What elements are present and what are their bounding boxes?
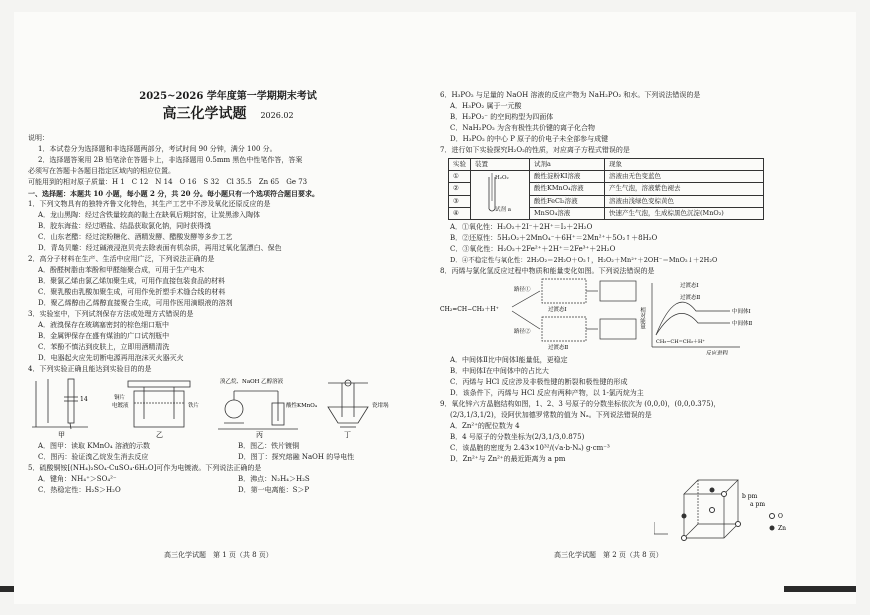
q1-stem: 1．下列文物具有的独特齐鲁文化特色，其生产工艺中不涉及氧化还原反应的是 — [28, 200, 271, 208]
figure-jia-mark: 14 — [80, 396, 88, 403]
q7-col-device: 装置 — [471, 159, 530, 171]
q2-option-c: C．聚乳酸由乳酸加聚生成，可用作免折塑手术缝合线的材料 — [38, 288, 226, 296]
q8-path-1-label: 路径① — [514, 287, 531, 293]
q8-option-a: A．中间体Ⅱ比中间体Ⅰ能量低，更稳定 — [450, 356, 568, 364]
figure-label-ding: 丁 — [344, 431, 351, 439]
right-column — [440, 12, 842, 465]
figure-yi-electrode: 铜片 — [114, 395, 126, 401]
legend-o-marker — [770, 514, 775, 519]
q7-stem: 7．进行如下实验探究H₂O₂的性质，对应离子方程式错误的是 — [440, 146, 630, 154]
q5-option-b: B．沸点：N₂H₄＞H₂S — [238, 475, 310, 483]
ts1-box — [542, 279, 586, 303]
instruction-2a: 2．选择题答案用 2B 铅笔涂在答题卡上，非选择题用 0.5mm 黑色中性笔作答，答案 — [38, 156, 303, 164]
q5-options-cd — [28, 485, 428, 496]
q8-option-c: C．丙烯与 HCl 反应涉及非极性键的断裂和极性键的形成 — [450, 378, 628, 386]
q7-table-header — [449, 159, 764, 171]
q7-row-number: ④ — [449, 207, 471, 219]
q7-device-h2o2: H₂O₂ — [495, 175, 509, 181]
q9-option-c: C．该晶胞的密度为 2.43×10³²/(√a·b·Nₐ) g·cm⁻³ — [450, 444, 610, 452]
q4-option-a: A．图甲：读取 KMnO₄ 溶液的示数 — [38, 442, 150, 450]
q6-option-b: B．H₂PO₂⁻ 的空间构型为四面体 — [450, 113, 554, 121]
q1-option-c: C．山东老醋：经过淀粉糖化、酒精发酵、醋酸发酵等多步工艺 — [38, 233, 233, 241]
figure-ding-crucible: 瓷坩埚 — [372, 403, 389, 409]
section-1-heading: 一、选择题：本题共 10 小题，每小题 2 分，共 20 分。每小题只有一个选项符合题目要求。 — [28, 189, 319, 198]
figure-yi-electrolyte: 电镀液 — [112, 403, 129, 409]
q9-option-b: B．4 号原子的分数坐标为(2/3,1/3,0.875) — [450, 433, 585, 441]
instructions-heading: 说明： — [28, 134, 49, 142]
figure-label-jia: 甲 — [58, 431, 65, 439]
q8-ts1-label: 过渡态Ⅰ — [548, 307, 567, 313]
q7-col-experiment: 实验 — [449, 159, 471, 171]
q7-option-b: B．②还原性：5H₂O₂＋2MnO₄⁻＋6H⁺＝2Mn²⁺＋5O₂↑＋8H₂O — [450, 234, 658, 242]
q5-option-d: D．第一电离能：S＞P — [238, 486, 310, 494]
q7-row-number: ② — [449, 183, 471, 195]
q4-options-cd — [28, 452, 428, 463]
legend-o: O — [778, 513, 783, 520]
q7-device-reagent: 试剂 a — [495, 207, 512, 213]
path-2-curve — [656, 313, 730, 335]
legend-zn: Zn — [778, 525, 787, 532]
q7-row-number: ③ — [449, 195, 471, 207]
table-row — [449, 171, 764, 183]
figure-jia-burette — [32, 379, 88, 429]
q6-option-d: D．H₃PO₂ 的中心 P 原子的价电子未全部参与成键 — [450, 135, 609, 143]
figure-bing-setup — [218, 391, 298, 429]
q8-drawing — [440, 277, 840, 355]
q8-chart-int2: 中间体Ⅱ — [732, 321, 753, 327]
q8-reactant: CH₂=CH−CH₃＋H⁺ — [440, 306, 499, 313]
q4-options-ab — [28, 441, 428, 452]
q8-ylabel: 相对能量 — [639, 307, 645, 329]
q1-option-d: D．青岛贝雕：经过碱液浸泡贝壳去除表面有机杂质，再用过氧化氢漂白、保色 — [38, 244, 282, 252]
q4-figures — [28, 377, 428, 439]
figure-label-yi: 乙 — [156, 431, 163, 439]
figure-yi-iron: 铁片 — [188, 403, 200, 409]
q7-row-reagent: 酸性FeCl₂溶液 — [530, 195, 605, 207]
exam-subject: 高三化学试题 — [162, 106, 247, 122]
q8-figure — [440, 277, 842, 355]
cell-bottom — [684, 524, 738, 538]
q7-option-d: D．④不稳定性与氧化性：2H₂O₂＝2H₂O＋O₂↑，H₂O₂＋Mn²⁺＋2OH⁻＝MnO₂↓＋2H₂O — [450, 256, 718, 264]
q7-device-cell — [471, 171, 530, 220]
atoms — [682, 488, 775, 541]
q7-col-reagent: 试剂a — [530, 159, 605, 171]
q7-option-a: A．①氧化性：H₂O₂＋2I⁻＋2H⁺＝I₂＋2H₂O — [450, 223, 593, 231]
q7-row-observation: 溶液由浅绿色变棕黄色 — [605, 195, 764, 207]
q2-stem: 2．高分子材料在生产、生活中应用广泛，下列说法正确的是 — [28, 255, 215, 263]
q5-option-a: A．键角：NH₄⁺＞SO₄²⁻ — [38, 475, 117, 483]
figure-label-bing: 丙 — [256, 431, 263, 439]
exam-sheet — [14, 12, 856, 604]
q7-row-reagent: 酸性淀粉KI溶液 — [530, 171, 605, 183]
q4-option-c: C．图丙：验证溴乙烷发生消去反应 — [38, 453, 149, 461]
q1-option-b: B．胶东海盐：经过晒盐、结晶获取氯化钠，同时获得溴 — [38, 222, 212, 230]
q6-stem: 6．H₃PO₂ 与足量的 NaOH 溶液的反应产物为 NaH₂PO₂ 和水。下列说法错误的是 — [440, 91, 701, 99]
q9-stem-2: (2/3,1/3,1/2)，设阿伏加德罗常数的值为 Nₐ。下列说法错误的是 — [450, 411, 652, 419]
q8-ts2-label: 过渡态Ⅱ — [548, 345, 569, 351]
q8-path-2-label: 路径② — [514, 329, 531, 335]
q8-option-d: D．该条件下，丙烯与 HCl 反应有两种产物，以 1-氯丙烷为主 — [450, 389, 644, 397]
q5-options-ab — [28, 474, 428, 485]
q5-stem: 5．硫酸铜铵[(NH₄)₂SO₄·CuSO₄·6H₂O]可作为电镀液。下列说法正确的是 — [28, 464, 262, 472]
q4-stem: 4．下列实验正确且能达到实验目的的是 — [28, 365, 152, 373]
q4-option-d: D．图丁：探究熔融 NaOH 的导电性 — [238, 453, 355, 461]
q2-option-b: B．聚氯乙烯由氯乙烯加聚生成，可用作直接包装食品的材料 — [38, 277, 226, 285]
q3-stem: 3．实验室中，下列试剂保存方法或处理方式错误的是 — [28, 310, 194, 318]
atomic-masses: 可能用到的相对原子质量：H 1 C 12 N 14 O 16 S 32 Cl 35.5 Zn 65 Ge 73 — [28, 178, 308, 186]
q5-option-c: C．热稳定性：H₂S＞H₂O — [38, 486, 121, 494]
instruction-2b: 必须写在答题卡各题目指定区域内的相应位置。 — [28, 167, 175, 175]
int1-box — [600, 281, 636, 301]
q8-option-b: B．中间体Ⅰ在中间体中的占比大 — [450, 367, 549, 375]
left-column — [28, 12, 428, 496]
footer-right: 高三化学试题 第 2 页（共 8 页） — [554, 551, 663, 559]
q7-row-observation: 溶液由无色变蓝色 — [605, 171, 764, 183]
q7-row-reagent: 酸性KMnO₄溶液 — [530, 183, 605, 195]
q8-chart-ts1: 过渡态Ⅰ — [680, 283, 699, 289]
exam-title — [28, 105, 428, 125]
q6-option-c: C．NaH₂PO₂ 为含有极性共价键的离子化合物 — [450, 124, 596, 132]
q4-apparatus-drawing — [28, 377, 428, 439]
q1-option-a: A．龙山黑陶：经过含铁量较高的黏土在缺氧后期封窑，让炭黑渗入陶体 — [38, 211, 261, 219]
ts2-box — [542, 317, 586, 341]
path-1-curve — [656, 302, 730, 335]
q7-row-observation: 快速产生气泡，生成棕黑色沉淀(MnO₂) — [605, 207, 764, 219]
scan-edge-bar-left — [0, 586, 14, 592]
q2-option-a: A．酚醛树脂由苯酚和甲醛缩聚合成，可用于生产电木 — [38, 266, 205, 274]
q7-col-observation: 现象 — [605, 159, 764, 171]
q7-row-observation: 产生气泡，溶液紫色褪去 — [605, 183, 764, 195]
q4-option-b: B．图乙：铁片镀铜 — [238, 442, 300, 450]
q9-a-label: a pm — [750, 501, 766, 508]
q8-xlabel: 反应进程 — [706, 351, 729, 355]
int2-box — [600, 319, 636, 339]
q9-stem-1: 9．氧化锌六方晶胞结构如图，1、2、3 号原子的分数坐标依次为 (0,0,0)，(0,0,0.375)， — [440, 400, 721, 408]
q7-row-reagent: MnSO₄溶液 — [530, 207, 605, 219]
scan-edge-bar — [784, 586, 856, 592]
path-1-arrow — [512, 291, 540, 307]
q9-option-a: A．Zn²⁺的配位数为 4 — [450, 422, 520, 430]
q3-option-d: D．电器起火应先切断电源再用泡沫灭火器灭火 — [38, 354, 184, 362]
instruction-1: 1．本试卷分为选择题和非选择题两部分，考试时间 90 分钟，满分 100 分。 — [38, 145, 277, 153]
figure-ding-setup — [328, 380, 368, 427]
figure-bing-reagent: 酸性KMnO₄ — [286, 403, 317, 409]
q3-option-b: B．金属钾保存在盛有煤油的广口试剂瓶中 — [38, 332, 170, 340]
q3-option-c: C．苯酚不慎沾到皮肤上，立即用酒精清洗 — [38, 343, 170, 351]
legend-zn-marker — [770, 526, 775, 531]
q7-experiment-table — [448, 158, 764, 220]
figure-bing-reactants: 溴乙烷、NaOH 乙醇溶液 — [220, 379, 284, 385]
q8-chart-ts2: 过渡态Ⅱ — [680, 295, 701, 301]
q9-b-label: b pm — [742, 493, 758, 500]
q9-option-d: D．Zn²⁺与 Zn²⁺的最近距离为 a pm — [450, 455, 566, 463]
path-2-arrow — [512, 311, 540, 329]
q7-row-number: ① — [449, 171, 471, 183]
q9-crystal-figure — [654, 476, 834, 546]
q6-option-a: A．H₃PO₂ 属于一元酸 — [450, 102, 522, 110]
q8-chart-int1: 中间体Ⅰ — [732, 309, 751, 315]
exam-year-title: 2025~2026 学年度第一学期期末考试 — [139, 91, 317, 102]
q2-option-d: D．聚乙烯醇由乙烯醇直接聚合生成，可用作医用滴眼液的溶剂 — [38, 299, 233, 307]
q8-stem: 8．丙烯与氯化氢反应过程中物质和能量变化如图。下列说法错误的是 — [440, 267, 655, 275]
q3-option-a: A．液溴保存在玻璃塞密封的棕色细口瓶中 — [38, 321, 170, 329]
q8-start-label: CH₃−CH=CH₂＋H⁺ — [656, 339, 705, 345]
footer-left: 高三化学试题 第 1 页（共 8 页） — [164, 551, 273, 559]
q7-option-c: C．③氧化性：H₂O₂＋2Fe²⁺＋2H⁺＝2Fe³⁺＋2H₂O — [450, 245, 616, 253]
exam-date: 2026.02 — [260, 111, 294, 120]
figure-yi-cell — [128, 381, 190, 427]
